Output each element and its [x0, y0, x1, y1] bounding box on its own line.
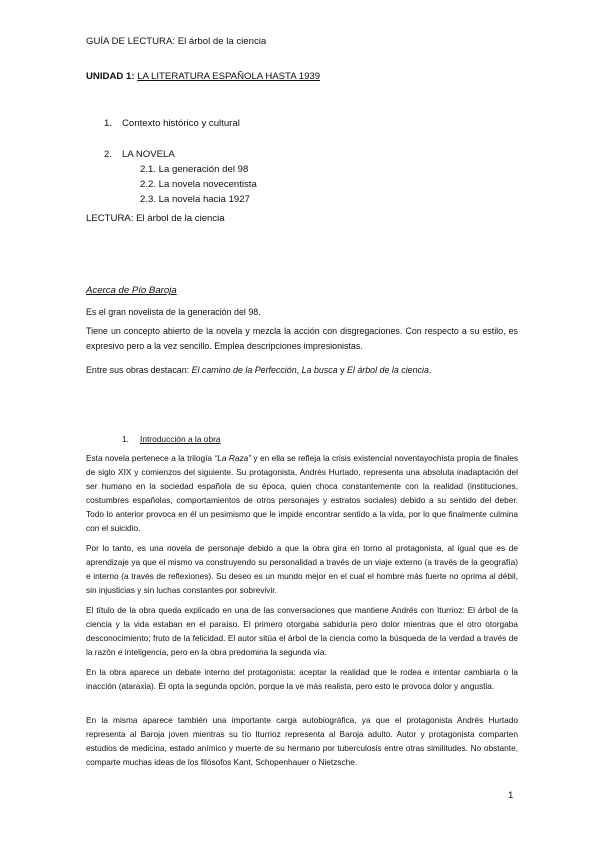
unit-colon: : [131, 71, 138, 82]
work-title: La busca [301, 365, 338, 375]
intro-p2: Por lo tanto, es una novela de personaje debido a que la obra gira en torno al protagonista, al igual que es de aprendizaje ya que el mismo va construyendo su personalidad a través de un viaje externo (a través de la geografía) e interno (a través de reflexiones). Su deseo es un mundo mejor en el cual el hombre más fuerte no oprima al débil, sin injusticias y sin luchas constantes por sobrevivir. [86, 543, 518, 595]
about-heading: Acerca de Pío Baroja [86, 285, 177, 296]
about-p1: Es el gran novelista de la generación del 98. [86, 307, 261, 317]
intro-paragraph-2 [86, 541, 518, 597]
outline-subitem: 2.3. La novela hacia 1927 [140, 194, 250, 205]
intro-p1-body: y en ella se refleja la crisis existencial noventayochista propia de finales de siglo XIX y comienzos del siguiente. Su protagonista, Andrés Hurtado, representa una absoluta inadaptación del ser humano en la sociedad española de su época, quien choca constantemente con la realidad (instituciones, costumbres españolas, comportamientos de otros personajes y estratos sociales) debido a su sentido del deber. Todo lo anterior provoca en él un pesimismo que le impide encontrar sentido a la vida, por lo que finalmente culmina con el suicidio. [86, 453, 518, 533]
about-paragraph [86, 363, 518, 377]
trilogy-title: “La Raza” [214, 453, 251, 463]
about-paragraph [86, 324, 518, 354]
intro-p1 [86, 451, 518, 535]
outline-subitem: 2.2. La novela novecentista [140, 179, 257, 190]
intro-number: 1. [122, 434, 129, 444]
about-p2: Tiene un concepto abierto de la novela y mezcla la acción con disgregaciones. Con respecto a su estilo, es expresivo pero a la vez sencillo. Emplea descripciones impresionistas. [86, 326, 518, 351]
intro-paragraph-5 [86, 713, 518, 769]
intro-p3: El título de la obra queda explicado en una de las conversaciones que mantiene Andrés con Iturrioz: El árbol de la ciencia y la vida estaban en el paraíso. El primero otorgaba sabiduría pero dolor mientras que el otro otorgaba desconocimiento; fruto de la felicidad. El autor sitúa el árbol de la ciencia como la búsqueda de la verdad a través de la razón e inteligencia, pero en la obra predomina la segunda vía. [86, 605, 518, 657]
intro-heading: Introducción a la obra [140, 434, 221, 444]
unit-label: UNIDAD 1 [86, 71, 132, 82]
intro-p1-lead: Esta novela pertenece a la trilogía [86, 453, 215, 463]
about-p3 [86, 363, 518, 377]
outline-item-2: LA NOVELA [122, 149, 175, 160]
work-title: El camino de la Perfección [191, 365, 297, 375]
intro-paragraph-1 [86, 451, 518, 535]
intro-p5: En la misma aparece también una importante carga autobiográfica, ya que el protagonista Andrés Hurtado representa al Baroja joven mientras su tío Iturrioz representa al Baroja adulto. Autor y protagonista comparten estudios de medicina, estado anímico y muerte de su hermano por tuberculosis entre otras similitudes. No obstante, comparte muchas ideas de los filósofos Kant, Schopenhauer o Nietzsche. [86, 715, 518, 767]
works-lead: Entre sus obras destacan: [86, 365, 192, 375]
about-paragraph [86, 305, 518, 319]
outline-item-1-number: 1. [104, 118, 113, 129]
works-end: . [428, 365, 432, 375]
unit-heading [86, 71, 320, 83]
intro-paragraph-4 [86, 665, 518, 693]
works-separator: y [337, 365, 347, 375]
outline-item-1: Contexto histórico y cultural [122, 118, 240, 129]
lectura-line: LECTURA: El árbol de la ciencia [86, 213, 225, 224]
unit-title: LA LITERATURA ESPAÑOLA HASTA 1939 [137, 71, 321, 82]
intro-p4: En la obra aparece un debate interno del protagonista: aceptar la realidad que le rodea e intentar cambiarla o la inacción (ataraxia). Él opta la segunda opción, porque la ve más realista, pero esto le provoca dolor y angustia. [86, 667, 518, 691]
works-separator: , [296, 365, 302, 375]
document-header: GUÍA DE LECTURA: El árbol de la ciencia [86, 36, 267, 47]
work-title: El árbol de la ciencia [347, 365, 429, 375]
intro-paragraph-3 [86, 603, 518, 659]
page-number: 1 [508, 790, 514, 801]
outline-item-2-number: 2. [104, 149, 113, 160]
outline-subitem: 2.1. La generación del 98 [140, 164, 249, 175]
